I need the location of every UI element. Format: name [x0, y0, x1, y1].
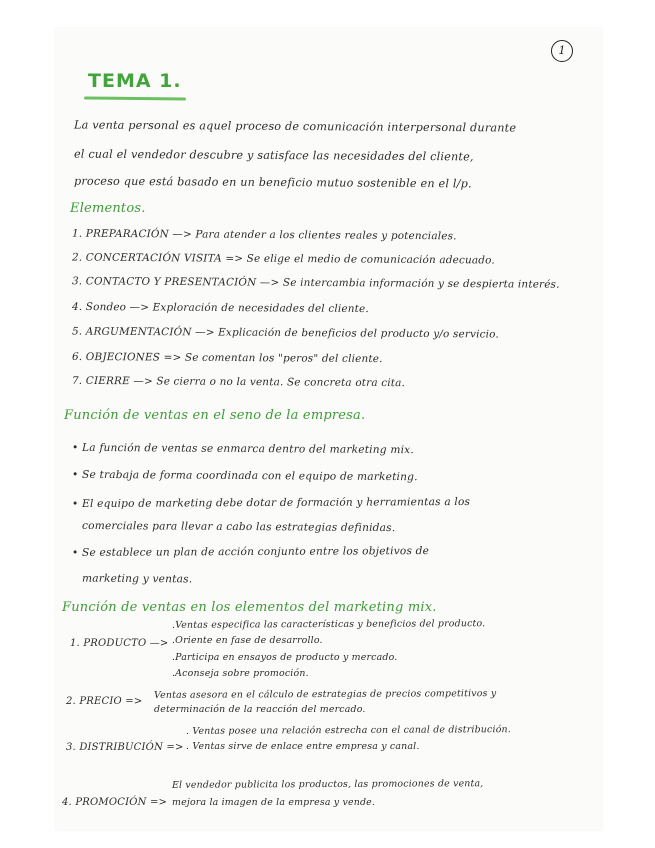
precio-line-2: determinación de la reacción del mercado.: [154, 704, 366, 715]
funcion-empresa-bullet-3: • El equipo de marketing debe dotar de formación y herramientas a los: [71, 495, 471, 511]
distribucion-line-1: . Ventas posee una relación estrecha con el canal de distribución.: [185, 724, 511, 737]
promocion-line-1: El vendedor publicita los productos, las promociones de venta,: [171, 778, 484, 791]
elemento-item-5: 5. ARGUMENTACIÓN —> Explicación de beneficios del producto y/o servicio.: [71, 325, 499, 341]
intro-line-3: proceso que está basado en un beneficio mutuo sostenible en el l/p.: [73, 174, 472, 191]
funcion-empresa-bullet-4-cont: marketing y ventas.: [81, 572, 193, 586]
producto-label: 1. PRODUCTO —>: [70, 638, 169, 649]
precio-line-1: Ventas asesora en el cálculo de estrategias de precios competitivos y: [153, 688, 497, 701]
elementos-heading: Elementos.: [70, 201, 146, 216]
elemento-item-7: 7. CIERRE —> Se cierra o no la venta. Se concreta otra cita.: [71, 374, 406, 390]
producto-line-4: .Aconseja sobre promoción.: [172, 668, 309, 679]
funcion-empresa-bullet-3-cont: comerciales para llevar a cabo las estrategias definidas.: [81, 519, 396, 535]
intro-line-2: el cual el vendedor descubre y satisface las necesidades del cliente,: [73, 147, 474, 164]
funcion-empresa-bullet-1: • La función de ventas se enmarca dentro del marketing mix.: [71, 441, 414, 457]
intro-line-1: La venta personal es aquel proceso de comunicación interpersonal durante: [73, 118, 517, 135]
elemento-item-3: 3. CONTACTO Y PRESENTACIÓN —> Se intercambia información y se despierta interés.: [71, 275, 560, 291]
funcion-empresa-bullet-4: • Se establece un plan de acción conjunto entre los objetivos de: [71, 545, 430, 559]
elemento-item-4: 4. Sondeo —> Exploración de necesidades del cliente.: [71, 300, 369, 316]
elemento-item-6: 6. OBJECIONES => Se comentan los "peros" del cliente.: [71, 350, 383, 366]
producto-line-3: .Participa en ensayos de producto y mercado.: [172, 652, 398, 663]
distribucion-line-2: . Ventas sirve de enlace entre empresa y canal.: [186, 741, 420, 752]
page-title: TEMA 1.: [88, 70, 182, 92]
elemento-item-1: 1. PREPARACIÓN —> Para atender a los clientes reales y potenciales.: [71, 227, 457, 243]
funcion-empresa-heading: Función de ventas en el seno de la empresa.: [64, 408, 366, 423]
funcion-mix-heading: Función de ventas en los elementos del marketing mix.: [62, 600, 437, 615]
producto-line-1: .Ventas especifica las características y beneficios del producto.: [171, 618, 486, 631]
distribucion-label: 3. DISTRIBUCIÓN =>: [66, 742, 184, 753]
promocion-label: 4. PROMOCIÓN =>: [62, 797, 168, 808]
promocion-line-2: mejora la imagen de la empresa y vende.: [172, 797, 376, 808]
funcion-empresa-bullet-2: • Se trabaja de forma coordinada con el equipo de marketing.: [71, 468, 418, 484]
page-number: 1: [551, 40, 573, 62]
precio-label: 2. PRECIO =>: [66, 696, 143, 707]
producto-line-2: .Oriente en fase de desarrollo.: [172, 635, 323, 646]
elemento-item-2: 2. CONCERTACIÓN VISITA => Se elige el medio de comunicación adecuado.: [71, 251, 496, 267]
